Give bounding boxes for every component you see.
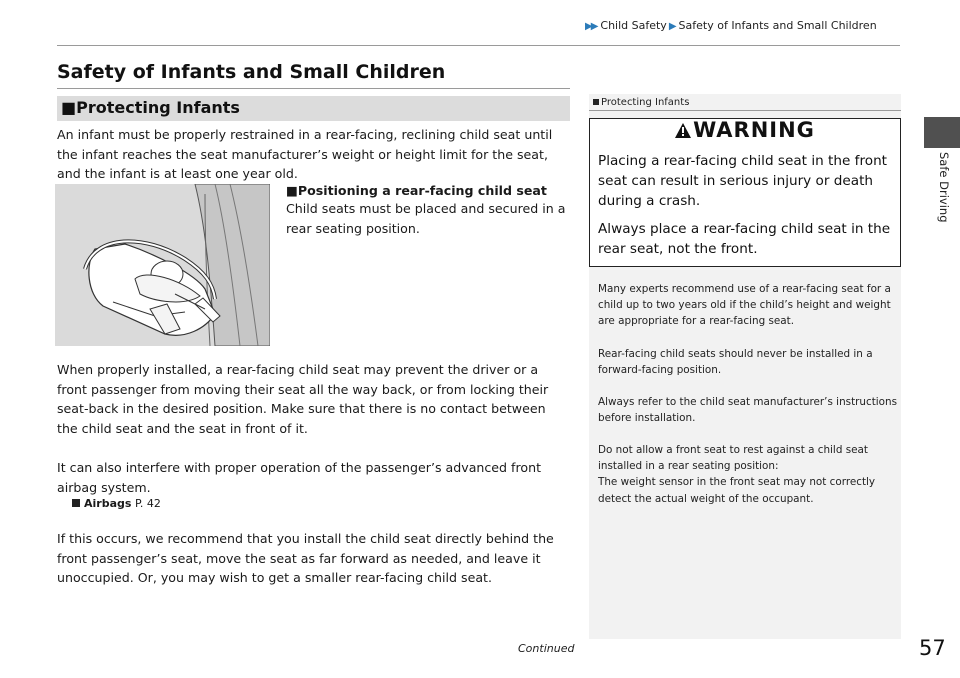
- warning-title: [589, 118, 901, 142]
- page-title: Safety of Infants and Small Children: [57, 61, 446, 83]
- reference-arrow-icon: [72, 499, 80, 507]
- continued-label: Continued: [518, 642, 575, 655]
- sidebar-note-4: Do not allow a front seat to rest against a child seat installed in a rear seating position: The weight sensor in the front seat may not correctly detect the actual weight of the occupant.: [598, 444, 876, 505]
- section-heading: [61, 98, 240, 117]
- breadcrumb-item-current: Safety of Infants and Small Children: [678, 19, 877, 32]
- warning-text-1: Placing a rear-facing child seat in the front seat can result in serious injury or death during a crash.: [598, 153, 888, 209]
- airbags-cross-reference[interactable]: [72, 497, 161, 510]
- subsection-heading: ■Positioning a rear-facing child seat: [286, 183, 547, 198]
- page-number: 57: [919, 636, 946, 660]
- sidebar-label-text: Protecting Infants: [601, 97, 690, 108]
- breadcrumb: [585, 19, 877, 32]
- chapter-tab[interactable]: [924, 117, 960, 148]
- xref-page[interactable]: P. 42: [134, 497, 161, 510]
- paragraph-installation: When properly installed, a rear-facing child seat may prevent the driver or a front passenger from moving their seat all the way back, or from locking their seat-back in the desired position. Make sure that there is no contact between the child seat and the seat in front of it.: [57, 362, 549, 436]
- sidebar-label: [593, 97, 689, 108]
- header-divider: [57, 45, 900, 46]
- breadcrumb-item-child-safety[interactable]: Child Safety: [600, 19, 667, 32]
- sidebar-note-1: Many experts recommend use of a rear-facing seat for a child up to two years old if the child’s height and weight are appropriate for a rear-facing seat.: [598, 283, 891, 328]
- xref-title[interactable]: Airbags: [84, 497, 132, 510]
- title-divider: [57, 88, 570, 89]
- rear-facing-child-seat-illustration: [55, 184, 270, 346]
- section-marker-icon: ■: [61, 98, 77, 117]
- section-heading-text: Protecting Infants: [76, 98, 240, 117]
- warning-triangle-icon: [675, 123, 691, 138]
- sidebar-note-2: Rear-facing child seats should never be installed in a forward-facing position.: [598, 348, 873, 377]
- chapter-tab-label: Safe Driving: [937, 152, 951, 223]
- warning-text-2: Always place a rear-facing child seat in the rear seat, not the front.: [598, 221, 891, 257]
- subsection-text: Child seats must be placed and secured in a rear seating position.: [286, 201, 566, 236]
- sidebar-note-3: Always refer to the child seat manufacturer’s instructions before installation.: [598, 396, 898, 425]
- note-marker-icon: [593, 99, 599, 105]
- breadcrumb-arrow-icon: ▶▶: [585, 21, 597, 32]
- paragraph-airbag: It can also interfere with proper operation of the passenger’s advanced front airbag system.: [57, 460, 542, 495]
- paragraph-recommendation: If this occurs, we recommend that you install the child seat directly behind the front passenger’s seat, move the seat as far forward as needed, and leave it unoccupied. Or, you may wish to get a smaller rear-facing child seat.: [57, 531, 554, 585]
- intro-paragraph: An infant must be properly restrained in a rear-facing, reclining child seat until the infant reaches the seat manufacturer’s weight or height limit for the seat, and the infant is at least one year old.: [57, 127, 553, 181]
- sidebar-divider: [589, 110, 901, 111]
- breadcrumb-arrow-icon: ▶: [668, 21, 677, 32]
- warning-title-text: WARNING: [693, 118, 815, 142]
